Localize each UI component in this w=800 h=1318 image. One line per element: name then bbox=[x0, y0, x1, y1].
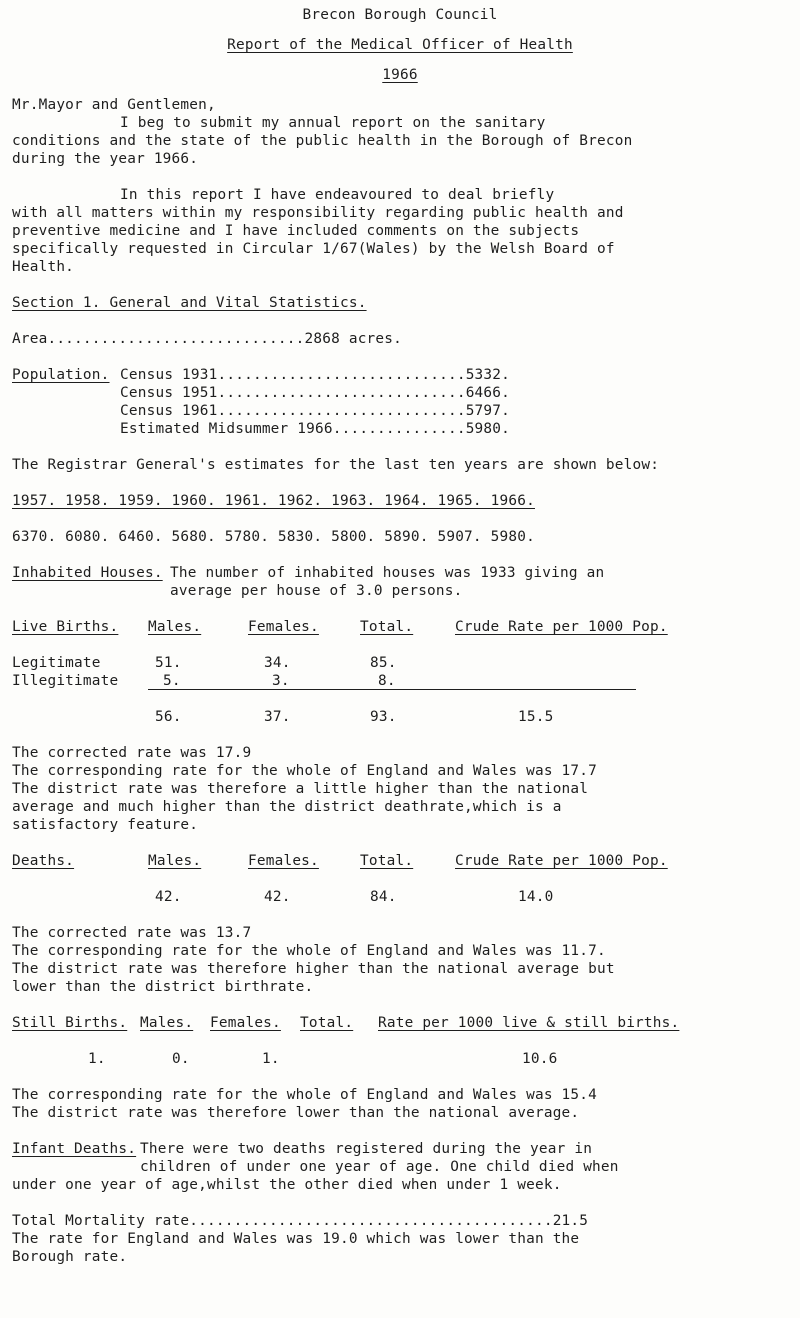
deaths-header-rate: Crude Rate per 1000 Pop. bbox=[455, 853, 668, 869]
live-births-row-label: Legitimate bbox=[12, 655, 101, 671]
still-births-label: Still Births. bbox=[12, 1015, 128, 1031]
deaths-header-females: Females. bbox=[248, 853, 319, 869]
live-births-total-males: 56. bbox=[155, 709, 182, 725]
live-births-rate: 15.5 bbox=[518, 709, 554, 725]
intro-p1-line3: during the year 1966. bbox=[12, 151, 199, 167]
live-births-males: 51. bbox=[155, 655, 182, 671]
still-births-note: The corresponding rate for the whole of England and Wales was 15.4 bbox=[12, 1087, 598, 1103]
inhabited-houses-line1: The number of inhabited houses was 1933 giving an bbox=[170, 565, 605, 581]
still-births-note: The district rate was therefore lower than the national average. bbox=[12, 1105, 580, 1121]
live-births-females: 34. bbox=[264, 655, 291, 671]
deaths-header-males: Males. bbox=[148, 853, 202, 869]
table-rule bbox=[148, 689, 636, 690]
infant-deaths-line1: There were two deaths registered during the year in bbox=[140, 1141, 593, 1157]
total-mortality-note: Borough rate. bbox=[12, 1249, 128, 1265]
intro-p2-line5: Health. bbox=[12, 259, 75, 275]
report-title: Report of the Medical Officer of Health bbox=[227, 37, 573, 53]
still-births-females: 0. bbox=[172, 1051, 190, 1067]
live-births-note: satisfactory feature. bbox=[12, 817, 199, 833]
deaths-note: lower than the district birthrate. bbox=[12, 979, 314, 995]
live-births-females: 3. bbox=[272, 673, 290, 689]
intro-p1-line1: I beg to submit my annual report on the sanitary bbox=[120, 115, 546, 131]
live-births-total: 85. bbox=[370, 655, 397, 671]
total-mortality-note: The rate for England and Wales was 19.0 which was lower than the bbox=[12, 1231, 580, 1247]
registrar-values: 6370. 6080. 6460. 5680. 5780. 5830. 5800. 5890. 5907. 5980. bbox=[12, 529, 535, 545]
live-births-header-rate: Crude Rate per 1000 Pop. bbox=[455, 619, 668, 635]
live-births-header-females: Females. bbox=[248, 619, 319, 635]
still-births-header-rate: Rate per 1000 live & still births. bbox=[378, 1015, 680, 1031]
total-mortality-line: Total Mortality rate.........................................21.5 bbox=[12, 1213, 589, 1229]
live-births-total: 8. bbox=[378, 673, 396, 689]
council-title: Brecon Borough Council bbox=[302, 7, 498, 23]
infant-deaths-line2: children of under one year of age. One child died when bbox=[140, 1159, 619, 1175]
population-row: Census 1931............................5332. bbox=[120, 367, 511, 383]
intro-p2-line2: with all matters within my responsibility regarding public health and bbox=[12, 205, 624, 221]
live-births-note: The corresponding rate for the whole of England and Wales was 17.7 bbox=[12, 763, 598, 779]
inhabited-houses-label: Inhabited Houses. bbox=[12, 565, 163, 581]
live-births-note: The district rate was therefore a little higher than the national bbox=[12, 781, 589, 797]
section-heading: Section 1. General and Vital Statistics. bbox=[12, 295, 367, 311]
live-births-total-total: 93. bbox=[370, 709, 397, 725]
intro-p1-line2: conditions and the state of the public health in the Borough of Brecon bbox=[12, 133, 633, 149]
still-births-rate: 10.6 bbox=[522, 1051, 558, 1067]
live-births-row-label: Illegitimate bbox=[12, 673, 119, 689]
registrar-intro: The Registrar General's estimates for the last ten years are shown below: bbox=[12, 457, 660, 473]
still-births-header-males: Males. bbox=[140, 1015, 194, 1031]
still-births-total: 1. bbox=[262, 1051, 280, 1067]
deaths-note: The corrected rate was 13.7 bbox=[12, 925, 252, 941]
intro-p2-line4: specifically requested in Circular 1/67(Wales) by the Welsh Board of bbox=[12, 241, 615, 257]
still-births-header-total: Total. bbox=[300, 1015, 354, 1031]
still-births-header-females: Females. bbox=[210, 1015, 281, 1031]
deaths-total: 84. bbox=[370, 889, 397, 905]
deaths-note: The district rate was therefore higher than the national average but bbox=[12, 961, 615, 977]
live-births-note: The corrected rate was 17.9 bbox=[12, 745, 252, 761]
deaths-note: The corresponding rate for the whole of England and Wales was 11.7. bbox=[12, 943, 606, 959]
registrar-years: 1957. 1958. 1959. 1960. 1961. 1962. 1963. 1964. 1965. 1966. bbox=[12, 493, 535, 509]
deaths-females: 42. bbox=[264, 889, 291, 905]
infant-deaths-label: Infant Deaths. bbox=[12, 1141, 137, 1157]
live-births-note: average and much higher than the district deathrate,which is a bbox=[12, 799, 562, 815]
area-line: Area.............................2868 acres. bbox=[12, 331, 403, 347]
infant-deaths-line3: under one year of age,whilst the other died when under 1 week. bbox=[12, 1177, 562, 1193]
still-births-males: 1. bbox=[88, 1051, 106, 1067]
population-row: Census 1951............................6466. bbox=[120, 385, 511, 401]
deaths-label: Deaths. bbox=[12, 853, 75, 869]
live-births-header-males: Males. bbox=[148, 619, 202, 635]
inhabited-houses-line2: average per house of 3.0 persons. bbox=[170, 583, 463, 599]
deaths-rate: 14.0 bbox=[518, 889, 554, 905]
live-births-header-total: Total. bbox=[360, 619, 414, 635]
deaths-header-total: Total. bbox=[360, 853, 414, 869]
live-births-total-females: 37. bbox=[264, 709, 291, 725]
deaths-males: 42. bbox=[155, 889, 182, 905]
live-births-males: 5. bbox=[163, 673, 181, 689]
population-label: Population. bbox=[12, 367, 110, 383]
intro-p2-line1: In this report I have endeavoured to deal briefly bbox=[120, 187, 555, 203]
report-year: 1966 bbox=[382, 67, 418, 83]
intro-p2-line3: preventive medicine and I have included comments on the subjects bbox=[12, 223, 580, 239]
live-births-label: Live Births. bbox=[12, 619, 119, 635]
population-row: Estimated Midsummer 1966...............5980. bbox=[120, 421, 511, 437]
population-row: Census 1961............................5797. bbox=[120, 403, 511, 419]
salutation: Mr.Mayor and Gentlemen, bbox=[12, 97, 216, 113]
